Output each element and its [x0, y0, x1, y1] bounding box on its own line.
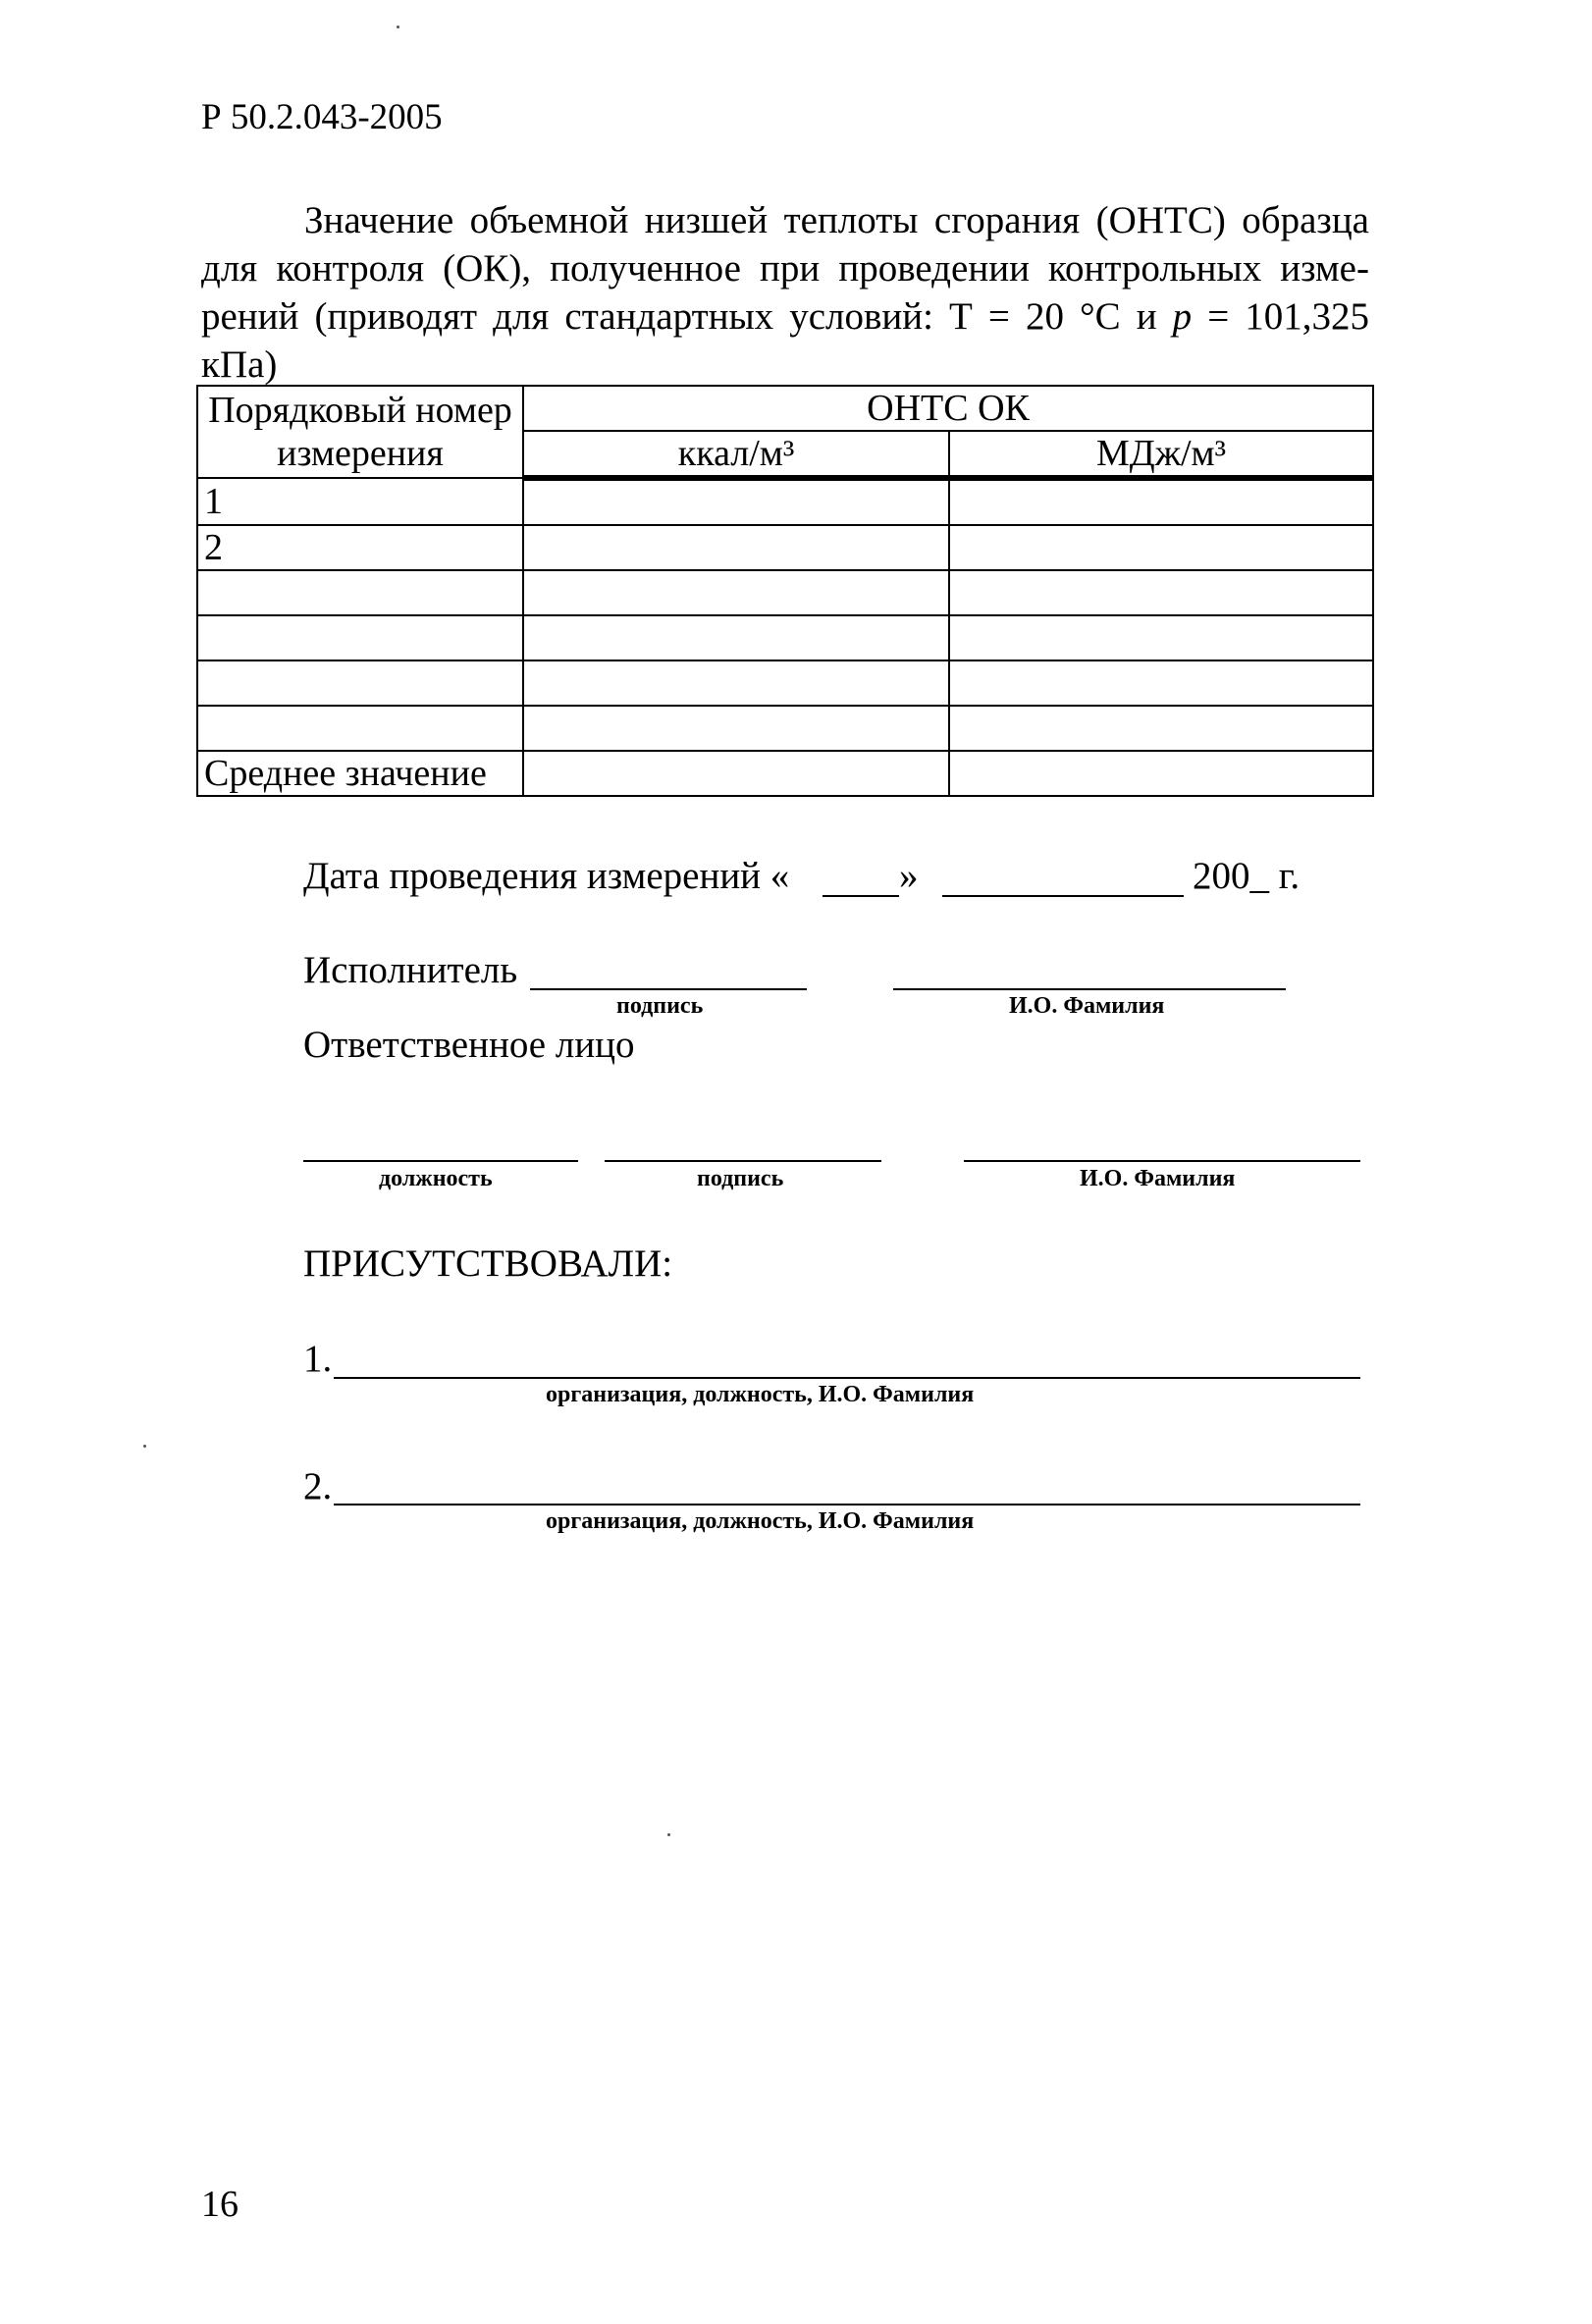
kcal-cell[interactable] — [523, 570, 949, 615]
table-row — [197, 660, 1373, 706]
responsible-name-line[interactable] — [964, 1160, 1360, 1162]
mj-cell[interactable] — [949, 570, 1373, 615]
col-sequence-header: Порядковый номер измерения — [197, 386, 523, 478]
pressure-variable: р — [1172, 295, 1193, 338]
scan-speck — [667, 1833, 670, 1836]
document-code: Р 50.2.043-2005 — [201, 97, 443, 137]
responsible-signature-caption: подпись — [697, 1166, 784, 1191]
present-item-line[interactable] — [334, 1504, 1360, 1505]
intro-paragraph — [201, 196, 1369, 389]
row-number — [197, 570, 523, 615]
date-close-quote: » — [899, 855, 919, 897]
kcal-cell[interactable] — [523, 478, 949, 525]
present-item-line[interactable] — [334, 1377, 1360, 1379]
row-number: 2 — [197, 525, 523, 570]
table-row — [197, 615, 1373, 660]
col-kcal-header: ккал/м³ — [523, 431, 949, 478]
table-row — [197, 706, 1373, 751]
day-blank[interactable] — [823, 895, 899, 897]
kcal-cell[interactable] — [523, 706, 949, 751]
responsible-position-line[interactable] — [303, 1160, 578, 1162]
month-blank[interactable] — [942, 895, 1184, 897]
mj-cell[interactable] — [949, 525, 1373, 570]
responsible-position-caption: должность — [379, 1166, 493, 1191]
executor-signature-line[interactable] — [530, 988, 807, 990]
kcal-mean-cell[interactable] — [523, 751, 949, 796]
mj-cell[interactable] — [949, 660, 1373, 706]
executor-name-caption: И.О. Фамилия — [1009, 993, 1165, 1019]
table-row — [197, 570, 1373, 615]
executor-label: Исполнитель — [303, 949, 518, 991]
scan-speck — [143, 1445, 146, 1448]
summary-row — [197, 751, 1373, 796]
responsible-name-caption: И.О. Фамилия — [1080, 1166, 1236, 1191]
page-number: 16 — [201, 2184, 239, 2225]
date-label: Дата проведения измерений « — [303, 855, 790, 897]
table-row — [197, 478, 1373, 525]
responsible-label: Ответственное лицо — [303, 1024, 635, 1066]
group-header: ОНТС ОК — [523, 386, 1373, 431]
measurement-table — [196, 385, 1374, 797]
mj-mean-cell[interactable] — [949, 751, 1373, 796]
present-item-caption: организация, должность, И.О. Фамилия — [546, 1508, 975, 1534]
table-row — [197, 525, 1373, 570]
row-number — [197, 660, 523, 706]
mj-cell[interactable] — [949, 478, 1373, 525]
present-item-number: 1. — [303, 1338, 333, 1380]
scan-speck — [397, 26, 399, 28]
row-number: 1 — [197, 478, 523, 525]
responsible-signature-line[interactable] — [605, 1160, 881, 1162]
mj-cell[interactable] — [949, 706, 1373, 751]
intro-text-tail: = 101,325 кПа) — [201, 295, 1369, 386]
kcal-cell[interactable] — [523, 660, 949, 706]
present-heading: ПРИСУТСТВОВАЛИ: — [303, 1242, 673, 1285]
present-item-number: 2. — [303, 1465, 333, 1507]
intro-text: Значение объемной низшей теплоты сгорания (ОНТС) образца для контроля (ОК), полученное при проведении контрольных измерений (приводят для стандартных условий: Т = 20 °С и — [201, 199, 1369, 338]
row-number — [197, 615, 523, 660]
year-text: 200_ г. — [1193, 855, 1300, 897]
executor-name-line[interactable] — [893, 988, 1286, 990]
kcal-cell[interactable] — [523, 615, 949, 660]
kcal-cell[interactable] — [523, 525, 949, 570]
summary-label: Среднее значение — [197, 751, 523, 796]
row-number — [197, 706, 523, 751]
present-item-caption: организация, должность, И.О. Фамилия — [546, 1382, 975, 1407]
executor-signature-caption: подпись — [616, 993, 704, 1019]
col-mj-header: МДж/м³ — [949, 431, 1373, 478]
mj-cell[interactable] — [949, 615, 1373, 660]
